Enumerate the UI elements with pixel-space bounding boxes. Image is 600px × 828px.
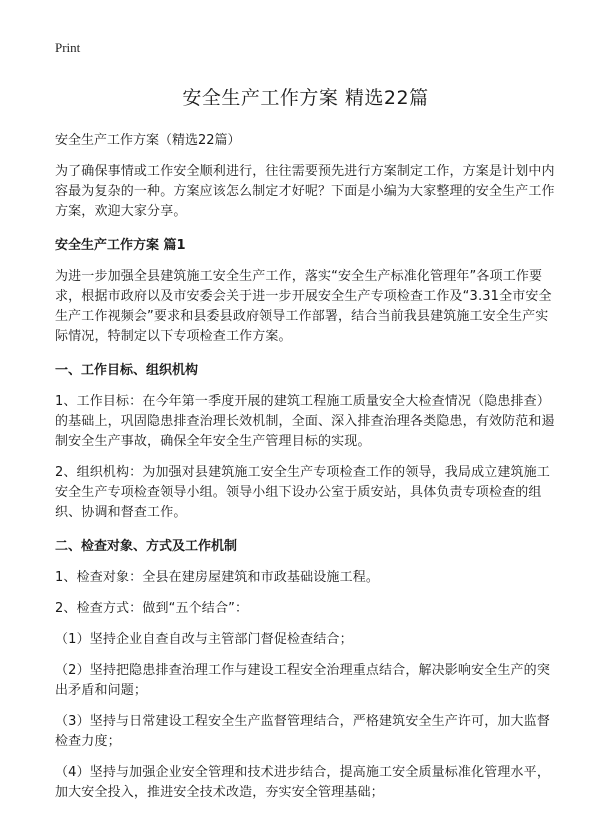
part1-heading: 安全生产工作方案 篇1 — [55, 238, 186, 253]
section2-paragraph-4: （2）坚持把隐患排查治理工作与建设工程安全治理重点结合，解决影响安全生产的突出矛盾和问题； — [55, 663, 550, 698]
section2-paragraph-1: 1、检查对象：全县在建房屋建筑和市政基础设施工程。 — [55, 570, 380, 585]
section2-paragraph-3: （1）坚持企业自查自改与主管部门督促检查结合； — [55, 632, 353, 647]
part1-intro-paragraph: 为进一步加强全县建筑施工安全生产工作，落实“安全生产标准化管理年”各项工作要求，根据市政府以及市安委会关于进一步开展安全生产专项检查工作及“3.31全市安全生产工作视频会”要求和县委县政府领导工作部署，结合当前我县建筑施工安全生产实际情况，特制定以下专项检查工作方案。 — [55, 269, 552, 344]
intro-paragraph: 为了确保事情或工作安全顺利进行，往往需要预先进行方案制定工作，方案是计划中内容最为复杂的一种。方案应该怎么制定才好呢？下面是小编为大家整理的安全生产工作方案，欢迎大家分享。 — [55, 164, 555, 219]
section2-paragraph-5: （3）坚持与日常建设工程安全生产监督管理结合，严格建筑安全生产许可，加大监督检查力度； — [55, 714, 550, 749]
document-subtitle: 安全生产工作方案（精选22篇） — [55, 133, 241, 148]
section1-paragraph-2: 2、组织机构：为加强对县建筑施工安全生产专项检查工作的领导，我局成立建筑施工安全生产专项检查领导小组。领导小组下设办公室于质安站，具体负责专项检查的组织、协调和督查工作。 — [55, 465, 550, 520]
section2-paragraph-2: 2、检查方式：做到“五个结合”： — [55, 601, 249, 616]
section2-heading: 二、检查对象、方式及工作机制 — [55, 539, 238, 554]
section1-heading: 一、工作目标、组织机构 — [55, 363, 199, 378]
page-title: 安全生产工作方案 精选22篇 — [182, 87, 429, 109]
section1-paragraph-1: 1、工作目标：在今年第一季度开展的建筑工程施工质量安全大检查情况（隐患排查）的基础上，巩固隐患排查治理长效机制，全面、深入排查治理各类隐患，有效防范和遏制安全生产事故，确保全年安全生产管理目标的实现。 — [55, 394, 555, 449]
print-link[interactable]: Print — [55, 40, 81, 55]
section2-paragraph-6: （4）坚持与加强企业安全管理和技术进步结合，提高施工安全质量标准化管理水平，加大安全投入，推进安全技术改造，夯实安全管理基础； — [55, 765, 550, 800]
